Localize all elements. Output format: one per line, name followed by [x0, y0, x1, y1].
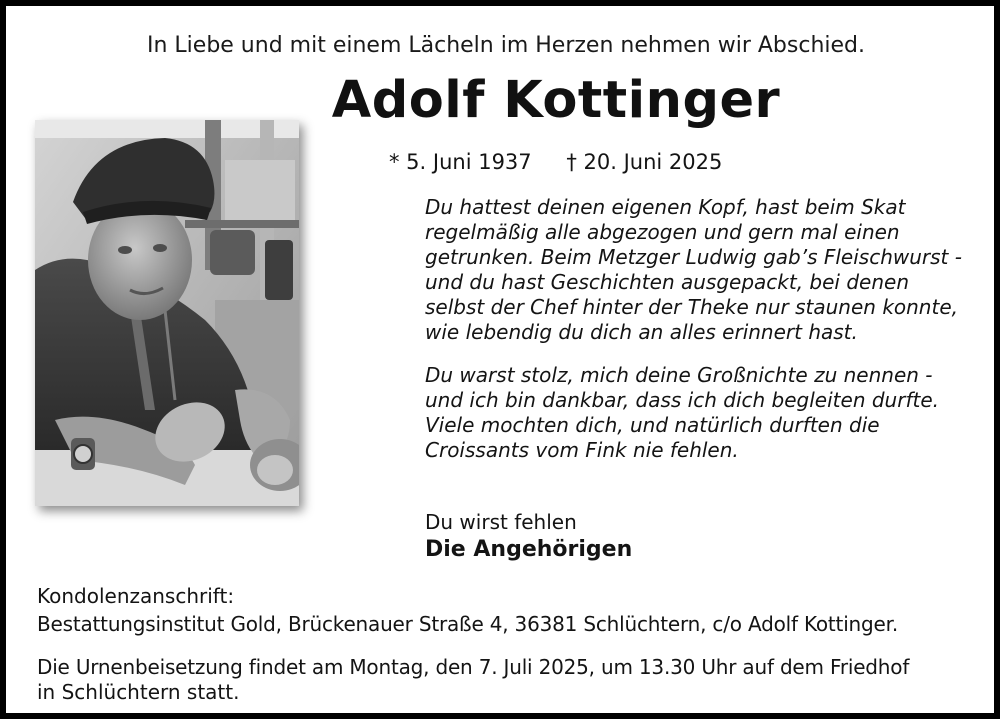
poem-line: und ich bin dankbar, dass ich dich begleiten durfte. — [425, 388, 939, 412]
poem-line: wie lebendig du dich an alles erinnert hast. — [425, 320, 858, 344]
burial-info-line-2: in Schlüchtern statt. — [37, 680, 240, 704]
poem-line: und du hast Geschichten ausgepackt, bei denen — [425, 270, 909, 294]
deceased-name: Adolf Kottinger — [331, 71, 781, 130]
poem-line: regelmäßig alle abgezogen und gern mal einen — [425, 220, 900, 244]
intro-line: In Liebe und mit einem Lächeln im Herzen nehmen wir Abschied. — [146, 33, 865, 58]
condolence-address: Bestattungsinstitut Gold, Brückenauer Straße 4, 36381 Schlüchtern, c/o Adolf Kottinger. — [37, 612, 898, 636]
death-date: † 20. Juni 2025 — [566, 150, 723, 174]
poem-paragraph-1 — [425, 195, 962, 345]
portrait-image — [35, 120, 299, 506]
poem-line: Du hattest deinen eigenen Kopf, hast beim Skat — [425, 195, 906, 219]
poem-paragraph-2 — [425, 363, 939, 463]
farewell-line: Du wirst fehlen — [425, 510, 577, 534]
poem-line: Viele mochten dich, und natürlich durften die — [425, 413, 880, 437]
portrait-photo — [35, 120, 299, 506]
poem-line: selbst der Chef hinter der Theke nur staunen konnte, — [425, 295, 958, 319]
life-dates — [389, 148, 722, 176]
poem-line: Croissants vom Fink nie fehlen. — [425, 438, 739, 462]
birth-date: * 5. Juni 1937 — [389, 150, 532, 174]
poem-line: getrunken. Beim Metzger Ludwig gab’s Fleischwurst - — [425, 245, 962, 269]
burial-info-line-1: Die Urnenbeisetzung findet am Montag, den 7. Juli 2025, um 13.30 Uhr auf dem Friedhof — [37, 655, 910, 679]
condolence-label: Kondolenzanschrift: — [37, 584, 235, 608]
poem-line: Du warst stolz, mich deine Großnichte zu nennen - — [425, 363, 933, 387]
signoff: Die Angehörigen — [425, 537, 633, 562]
